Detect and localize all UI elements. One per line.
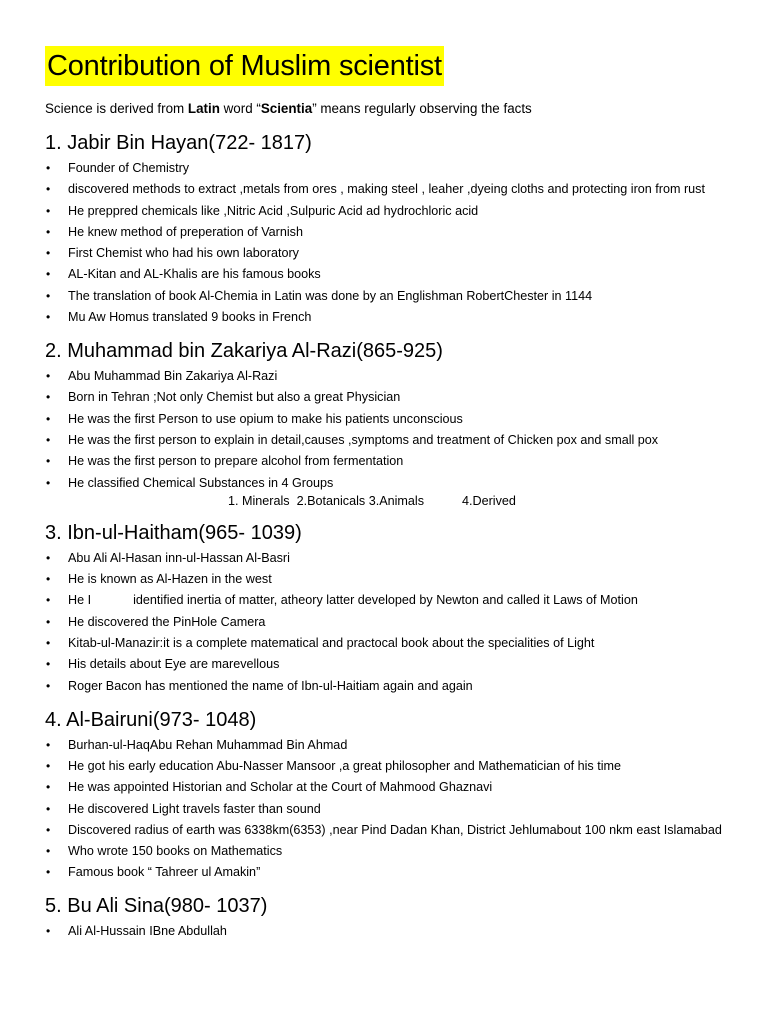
intro-scientia: Scientia: [260, 101, 313, 116]
intro-paragraph: [45, 101, 735, 116]
list-item: • Kitab-ul-Manazir:it is a complete matematical and practocal book about the specialities of Light: [45, 635, 735, 652]
list-item: • He was the first person to prepare alcohol from fermentation: [45, 453, 735, 470]
list-item: • Founder of Chemistry: [45, 160, 735, 177]
list-item: • First Chemist who had his own laboratory: [45, 245, 735, 262]
list-item: • AL-Kitan and AL-Khalis are his famous books: [45, 266, 735, 283]
section-ibn-ul-haitham: [45, 522, 735, 695]
section-al-razi: [45, 340, 735, 508]
bullet-list: [45, 737, 735, 882]
section-heading: 5. Bu Ali Sina(980- 1037): [45, 895, 268, 918]
groups-part-b: 4.Derived: [462, 493, 516, 508]
list-item: • He got his early education Abu-Nasser Mansoor ,a great philosopher and Mathematician of his time: [45, 758, 735, 775]
section-heading: 3. Ibn-ul-Haitham(965- 1039): [45, 521, 302, 544]
list-item: • Abu Muhammad Bin Zakariya Al-Razi: [45, 368, 735, 385]
list-item: • He classified Chemical Substances in 4 Groups: [45, 475, 735, 492]
bullet-list: [45, 550, 735, 695]
section-heading: 4. Al-Bairuni(973- 1048): [45, 708, 257, 731]
list-item: • Discovered radius of earth was 6338km(6353) ,near Pind Dadan Khan, District Jehlumabout 100 nkm east Islamabad: [45, 822, 735, 839]
list-item: • Ali Al-Hussain IBne Abdullah: [45, 923, 735, 940]
list-item: • Famous book “ Tahreer ul Amakin”: [45, 864, 735, 881]
list-item: • Mu Aw Homus translated 9 books in French: [45, 309, 735, 326]
list-item: • He preppred chemicals like ,Nitric Acid ,Sulpuric Acid ad hydrochloric acid: [45, 203, 735, 220]
list-item: • He discovered Light travels faster than sound: [45, 801, 735, 818]
intro-mid: word “: [219, 101, 261, 116]
list-item: • He is known as Al-Hazen in the west: [45, 571, 735, 588]
list-item: • He was appointed Historian and Scholar at the Court of Mahmood Ghaznavi: [45, 779, 735, 796]
list-item: • He I identified inertia of matter, atheory latter developed by Newton and called it Laws of Motion: [45, 592, 735, 609]
list-item: • He was the first person to explain in detail,causes ,symptoms and treatment of Chicken pox and small pox: [45, 432, 735, 449]
section-jabir: [45, 132, 735, 326]
groups-part-a: 1. Minerals 2.Botanicals 3.Animals: [228, 493, 424, 508]
intro-pre: Science is derived from: [45, 101, 188, 116]
section-heading: 2. Muhammad bin Zakariya Al-Razi(865-925): [45, 340, 443, 363]
list-item: • Burhan-ul-HaqAbu Rehan Muhammad Bin Ahmad: [45, 737, 735, 754]
section-bu-ali-sina: [45, 895, 735, 940]
list-item: • The translation of book Al-Chemia in Latin was done by an Englishman RobertChester in 1144: [45, 288, 735, 305]
section-heading: 1. Jabir Bin Hayan(722- 1817): [45, 132, 312, 154]
list-item: • He knew method of preperation of Varnish: [45, 224, 735, 241]
intro-latin: Latin: [187, 101, 220, 116]
bullet-list: [45, 368, 735, 491]
list-item: • His details about Eye are marevellous: [45, 656, 735, 673]
list-item: • Abu Ali Al-Hasan inn-ul-Hassan Al-Basri: [45, 550, 735, 567]
bullet-list: [45, 160, 735, 326]
chemical-groups-line: [228, 494, 735, 508]
list-item: • Born in Tehran ;Not only Chemist but also a great Physician: [45, 389, 735, 406]
section-al-bairuni: [45, 709, 735, 882]
list-item: • discovered methods to extract ,metals from ores , making steel , leaher ,dyeing cloths and protecting iron from rust: [45, 181, 735, 198]
list-item: • Who wrote 150 books on Mathematics: [45, 843, 735, 860]
document-page: [45, 46, 735, 945]
list-item: • Roger Bacon has mentioned the name of Ibn-ul-Haitiam again and again: [45, 678, 735, 695]
intro-post: ” means regularly observing the facts: [312, 101, 532, 116]
list-item: • He discovered the PinHole Camera: [45, 614, 735, 631]
page-title: Contribution of Muslim scientist: [45, 46, 444, 86]
bullet-list: [45, 923, 735, 940]
list-item: • He was the first Person to use opium to make his patients unconscious: [45, 411, 735, 428]
